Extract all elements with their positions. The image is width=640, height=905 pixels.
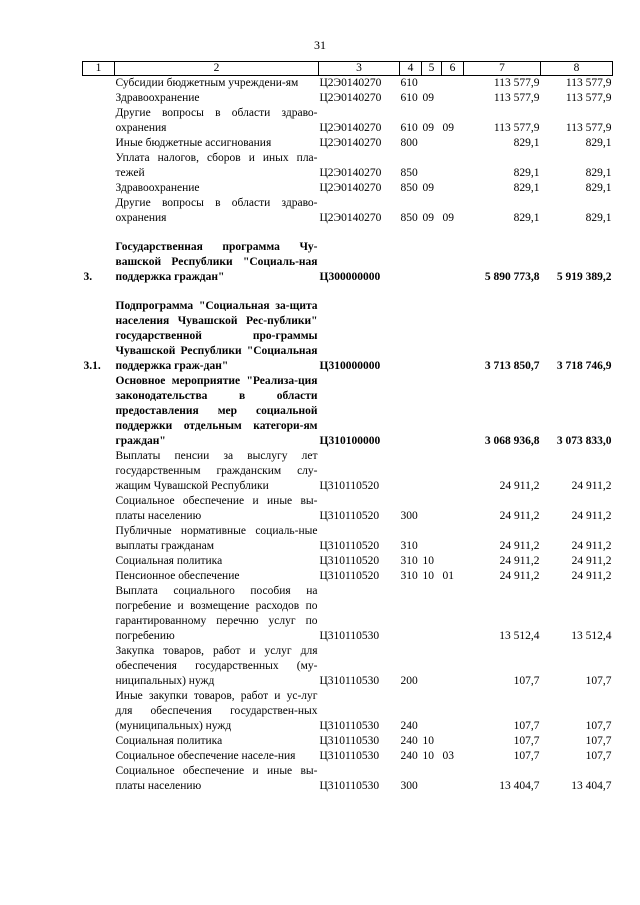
- row-index: 3.1.: [83, 360, 101, 372]
- row-name: Государственная программа Чу-вашской Республики "Социаль-ная поддержка граждан": [115, 241, 318, 283]
- row-name: Основное мероприятие "Реализа-ция законодательства в области предоставления мер социальной поддержки отдельным категори-ям граждан": [115, 375, 318, 447]
- row-name: Здравоохранение: [115, 182, 200, 194]
- table-row: [83, 181, 613, 196]
- row-index: [83, 749, 115, 764]
- column-header: 8: [541, 62, 613, 76]
- amount-col-8: 24 911,2: [571, 570, 612, 582]
- subsection-code: [442, 449, 464, 494]
- target-article-code: Ц2Э0140270: [319, 182, 382, 194]
- target-article-code: Ц310110520: [319, 540, 380, 552]
- expense-type-code: 850: [400, 212, 418, 224]
- subsection-code: 09: [442, 212, 454, 224]
- target-article-code: Ц310110520: [319, 480, 380, 492]
- amount-col-7: 3 068 936,8: [484, 435, 540, 447]
- amount-col-8: 107,7: [585, 750, 612, 762]
- row-index: [83, 151, 115, 181]
- section-code: 10: [422, 555, 434, 567]
- target-article-code: Ц310110530: [319, 780, 380, 792]
- row-index: [83, 136, 115, 151]
- amount-col-7: 24 911,2: [499, 510, 540, 522]
- table-row: [83, 76, 613, 92]
- table-row: [83, 494, 613, 524]
- subsection-code: 09: [442, 122, 454, 134]
- row-index: [83, 524, 115, 554]
- amount-col-7: 3 713 850,7: [484, 360, 540, 372]
- amount-col-7: 24 911,2: [499, 480, 540, 492]
- expense-type-code: 610: [400, 77, 418, 89]
- subsection-code: [442, 136, 464, 151]
- table-row: [83, 106, 613, 136]
- expense-type-code: [400, 240, 422, 285]
- section-code: [422, 374, 442, 449]
- table-row: [83, 734, 613, 749]
- target-article-code: Ц2Э0140270: [319, 137, 382, 149]
- amount-col-7: 113 577,9: [493, 92, 540, 104]
- expense-type-code: 200: [400, 675, 418, 687]
- amount-col-7: 24 911,2: [499, 540, 540, 552]
- budget-table: [82, 61, 613, 794]
- subsection-code: [442, 584, 464, 644]
- expense-type-code: 310: [400, 555, 418, 567]
- row-index: [83, 734, 115, 749]
- subsection-code: [442, 764, 464, 794]
- expense-type-code: 610: [400, 122, 418, 134]
- subsection-code: [442, 689, 464, 734]
- row-name: Социальная политика: [115, 735, 223, 747]
- amount-col-8: 5 919 389,2: [556, 271, 612, 283]
- row-index: [83, 181, 115, 196]
- table-row: [83, 91, 613, 106]
- subsection-code: [442, 524, 464, 554]
- expense-type-code: 850: [400, 167, 418, 179]
- expense-type-code: 310: [400, 540, 418, 552]
- amount-col-7: 107,7: [513, 720, 540, 732]
- amount-col-8: 113 577,9: [565, 77, 612, 89]
- amount-col-7: 13 512,4: [499, 630, 540, 642]
- table-row: [83, 449, 613, 494]
- row-name: Выплаты пенсии за выслугу лет государственным гражданским слу-жащим Чувашской Республики: [115, 450, 318, 492]
- expense-type-code: [400, 449, 422, 494]
- row-index: [83, 644, 115, 689]
- row-index: [83, 554, 115, 569]
- table-row: [83, 524, 613, 554]
- amount-col-7: 107,7: [513, 750, 540, 762]
- section-code: 09: [422, 182, 434, 194]
- column-header: 2: [115, 62, 319, 76]
- amount-col-8: 107,7: [585, 675, 612, 687]
- subsection-code: [442, 240, 464, 285]
- table-row: [83, 240, 613, 285]
- row-spacer: [83, 226, 613, 240]
- column-header: 3: [319, 62, 400, 76]
- subsection-code: [442, 299, 464, 374]
- section-code: 10: [422, 570, 434, 582]
- section-code: [422, 76, 442, 92]
- page-number: 31: [314, 38, 326, 52]
- expense-type-code: 850: [400, 182, 418, 194]
- table-row: [83, 584, 613, 644]
- row-name: Публичные нормативные социаль-ные выплаты гражданам: [115, 525, 318, 552]
- table-row: [83, 764, 613, 794]
- amount-col-8: 113 577,9: [565, 92, 612, 104]
- target-article-code: Ц310110520: [319, 570, 380, 582]
- section-code: [422, 764, 442, 794]
- spacer-cell: [83, 226, 613, 240]
- expense-type-code: [400, 299, 422, 374]
- subsection-code: [442, 91, 464, 106]
- subsection-code: [442, 374, 464, 449]
- amount-col-7: 113 577,9: [493, 77, 540, 89]
- row-name: Субсидии бюджетным учреждени-ям: [115, 77, 299, 89]
- section-code: [422, 299, 442, 374]
- spacer-cell: [83, 285, 613, 299]
- expense-type-code: 610: [400, 92, 418, 104]
- expense-type-code: [400, 584, 422, 644]
- section-code: 09: [422, 212, 434, 224]
- target-article-code: Ц310110520: [319, 510, 380, 522]
- target-article-code: Ц310110530: [319, 735, 380, 747]
- amount-col-8: 107,7: [585, 735, 612, 747]
- row-index: [83, 196, 115, 226]
- row-name: Выплата социального пособия на погребение и возмещение расходов по гарантированному перечню услуг по погребению: [115, 585, 318, 642]
- row-name: Пенсионное обеспечение: [115, 570, 240, 582]
- amount-col-8: 24 911,2: [571, 480, 612, 492]
- table-row: [83, 136, 613, 151]
- section-code: 09: [422, 122, 434, 134]
- amount-col-8: 3 718 746,9: [556, 360, 612, 372]
- row-name: Другие вопросы в области здраво-охранения: [115, 107, 318, 134]
- expense-type-code: 240: [400, 750, 418, 762]
- target-article-code: Ц2Э0140270: [319, 92, 382, 104]
- amount-col-7: 829,1: [513, 167, 540, 179]
- table-row: [83, 196, 613, 226]
- row-name: Закупка товаров, работ и услуг для обеспечения государственных (му-ниципальных) нужд: [115, 645, 318, 687]
- subsection-code: [442, 76, 464, 92]
- row-name: Иные бюджетные ассигнования: [115, 137, 272, 149]
- amount-col-7: 829,1: [513, 137, 540, 149]
- subsection-code: 03: [442, 750, 454, 762]
- row-index: [83, 374, 115, 449]
- row-index: 3.: [83, 271, 93, 283]
- section-code: [422, 151, 442, 181]
- row-name: Здравоохранение: [115, 92, 200, 104]
- target-article-code: Ц310110530: [319, 750, 380, 762]
- expense-type-code: 800: [400, 137, 418, 149]
- target-article-code: Ц2Э0140270: [319, 122, 382, 134]
- table-row: [83, 151, 613, 181]
- amount-col-7: 829,1: [513, 212, 540, 224]
- expense-type-code: 300: [400, 510, 418, 522]
- expense-type-code: [400, 374, 422, 449]
- row-index: [83, 689, 115, 734]
- amount-col-8: 13 512,4: [571, 630, 612, 642]
- section-code: 10: [422, 735, 434, 747]
- row-index: [83, 76, 115, 92]
- section-code: [422, 449, 442, 494]
- row-name: Социальное обеспечение и иные вы-платы населению: [115, 765, 318, 792]
- subsection-code: [442, 734, 464, 749]
- row-index: [83, 764, 115, 794]
- target-article-code: Ц310100000: [319, 435, 381, 447]
- row-index: [83, 569, 115, 584]
- column-header: 1: [83, 62, 115, 76]
- amount-col-7: 24 911,2: [499, 570, 540, 582]
- target-article-code: Ц2Э0140270: [319, 167, 382, 179]
- row-name: Уплата налогов, сборов и иных пла-тежей: [115, 152, 318, 179]
- section-code: [422, 689, 442, 734]
- table-row: [83, 554, 613, 569]
- subsection-code: [442, 644, 464, 689]
- target-article-code: Ц310110530: [319, 720, 380, 732]
- amount-col-7: 13 404,7: [499, 780, 540, 792]
- row-index: [83, 91, 115, 106]
- expense-type-code: 300: [400, 780, 418, 792]
- section-code: [422, 524, 442, 554]
- row-name: Социальная политика: [115, 555, 223, 567]
- amount-col-7: 107,7: [513, 675, 540, 687]
- amount-col-7: 24 911,2: [499, 555, 540, 567]
- amount-col-8: 829,1: [585, 182, 612, 194]
- table-row: [83, 689, 613, 734]
- column-header: 4: [400, 62, 422, 76]
- target-article-code: Ц2Э0140270: [319, 77, 382, 89]
- section-code: [422, 136, 442, 151]
- subsection-code: [442, 181, 464, 196]
- row-index: [83, 449, 115, 494]
- table-row: [83, 569, 613, 584]
- amount-col-8: 107,7: [585, 720, 612, 732]
- section-code: [422, 494, 442, 524]
- subsection-code: [442, 151, 464, 181]
- target-article-code: Ц310110530: [319, 675, 380, 687]
- table-header-row: [83, 62, 613, 76]
- target-article-code: Ц2Э0140270: [319, 212, 382, 224]
- column-header: 7: [464, 62, 541, 76]
- row-name: Социальное обеспечение населе-ния: [115, 750, 296, 762]
- amount-col-8: 829,1: [585, 167, 612, 179]
- expense-type-code: 240: [400, 720, 418, 732]
- amount-col-7: 113 577,9: [493, 122, 540, 134]
- amount-col-8: 829,1: [585, 212, 612, 224]
- target-article-code: Ц310000000: [319, 360, 381, 372]
- amount-col-8: 3 073 833,0: [556, 435, 612, 447]
- amount-col-8: 24 911,2: [571, 510, 612, 522]
- column-header: 6: [442, 62, 464, 76]
- target-article-code: Ц310110530: [319, 630, 380, 642]
- row-index: [83, 584, 115, 644]
- table-row: [83, 749, 613, 764]
- table-row: [83, 374, 613, 449]
- row-spacer: [83, 285, 613, 299]
- section-code: 10: [422, 750, 434, 762]
- amount-col-7: 829,1: [513, 182, 540, 194]
- section-code: [422, 240, 442, 285]
- amount-col-8: 829,1: [585, 137, 612, 149]
- subsection-code: [442, 494, 464, 524]
- target-article-code: Ц310110520: [319, 555, 380, 567]
- amount-col-7: 107,7: [513, 735, 540, 747]
- expense-type-code: 240: [400, 735, 418, 747]
- amount-col-8: 24 911,2: [571, 540, 612, 552]
- section-code: [422, 644, 442, 689]
- amount-col-8: 113 577,9: [565, 122, 612, 134]
- row-index: [83, 106, 115, 136]
- amount-col-8: 24 911,2: [571, 555, 612, 567]
- column-header: 5: [422, 62, 442, 76]
- subsection-code: 01: [442, 570, 454, 582]
- table-row: [83, 644, 613, 689]
- table-row: [83, 299, 613, 374]
- row-name: Другие вопросы в области здраво-охранения: [115, 197, 318, 224]
- section-code: 09: [422, 92, 434, 104]
- amount-col-8: 13 404,7: [571, 780, 612, 792]
- subsection-code: [442, 554, 464, 569]
- row-name: Иные закупки товаров, работ и ус-луг для обеспечения государствен-ных (муниципальных) нужд: [115, 690, 318, 732]
- target-article-code: Ц300000000: [319, 271, 381, 283]
- section-code: [422, 584, 442, 644]
- row-name: Подпрограмма "Социальная за-щита населения Чувашской Рес-публики" государственной про-граммы Чувашской Республики "Социальная поддержка граж-дан": [115, 300, 318, 372]
- row-index: [83, 494, 115, 524]
- amount-col-7: 5 890 773,8: [484, 271, 540, 283]
- row-name: Социальное обеспечение и иные вы-платы населению: [115, 495, 318, 522]
- expense-type-code: 310: [400, 570, 418, 582]
